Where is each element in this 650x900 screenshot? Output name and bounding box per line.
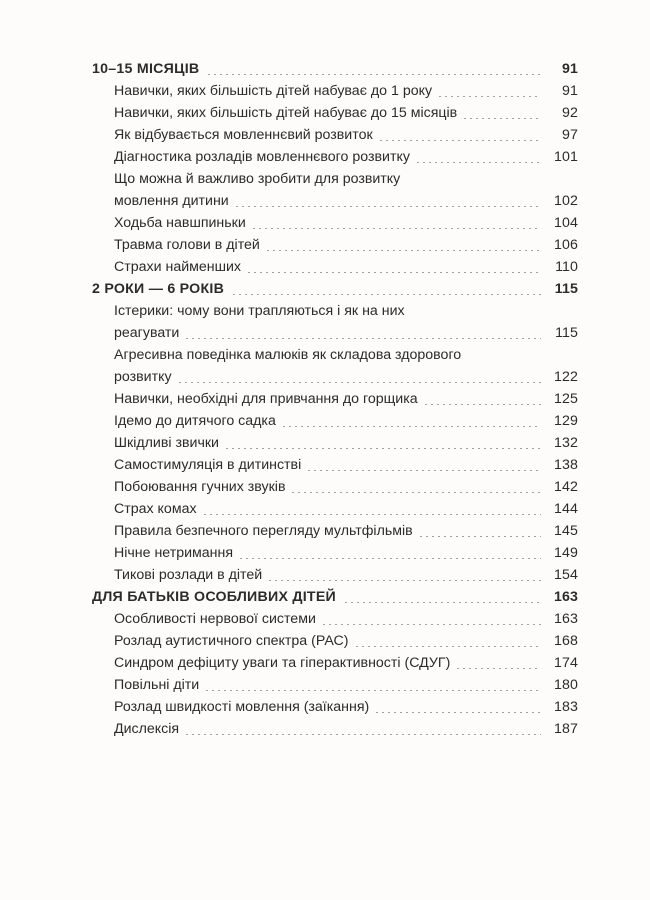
dot-leader [380,140,541,141]
page-number: 91 [562,61,578,77]
dot-leader [425,404,541,405]
page-number: 168 [554,633,578,649]
page-number: 187 [554,721,578,737]
toc-entry[interactable] [114,146,578,168]
dot-leader [345,602,541,603]
toc-entry[interactable] [114,630,578,652]
entry-title: Травма голови в дітей [114,237,260,253]
page-number: 145 [554,523,578,539]
toc-entry[interactable] [114,388,578,410]
page-number: 163 [554,611,578,627]
toc-section-heading[interactable] [92,586,578,608]
page-number: 122 [554,369,578,385]
page-number: 154 [554,567,578,583]
entry-title-line-2-row [114,322,578,344]
toc-entry[interactable] [114,498,578,520]
dot-leader [186,734,541,735]
page-number: 183 [554,699,578,715]
entry-title: Повільні діти [114,677,200,693]
entry-title: Ходьба навшпиньки [114,215,246,231]
entry-title: Розлад аутистичного спектра (РАС) [114,633,349,649]
page-number: 104 [554,215,578,231]
dot-leader [208,74,541,75]
page-number: 106 [554,237,578,253]
entry-title: 2 РОКИ — 6 РОКІВ [92,281,225,297]
page-number: 91 [562,83,578,99]
dot-leader [204,514,541,515]
entry-title: Самостимуляція в дитинстві [114,457,302,473]
dot-leader [292,492,541,493]
dot-leader [186,338,541,339]
dot-leader [233,294,541,295]
page-number: 102 [554,193,578,209]
entry-title: Як відбувається мовленнєвий розвиток [114,127,373,143]
entry-title: Синдром дефіциту уваги та гіперактивності (СДУГ) [114,655,451,671]
toc-entry-list [92,58,578,740]
toc-entry[interactable] [114,432,578,454]
page-number: 174 [554,655,578,671]
dot-leader [457,668,541,669]
dot-leader [240,558,541,559]
dot-leader [464,118,541,119]
toc-entry[interactable] [114,168,578,212]
dot-leader [206,690,541,691]
entry-title: Тикові розлади в дітей [114,567,263,583]
page-number: 144 [554,501,578,517]
toc-entry[interactable] [114,212,578,234]
entry-title: ДЛЯ БАТЬКІВ ОСОБЛИВИХ ДІТЕЙ [92,589,336,605]
entry-title: Дислексія [114,721,180,737]
page-number: 180 [554,677,578,693]
toc-entry[interactable] [114,652,578,674]
toc-entry[interactable] [114,102,578,124]
page-number: 110 [555,259,578,275]
dot-leader [417,162,541,163]
entry-title-line-2-row [114,190,578,212]
entry-title: реагувати [114,325,180,341]
toc-entry[interactable] [114,476,578,498]
dot-leader [267,250,541,251]
entry-title: розвитку [114,369,172,385]
entry-title: Побоювання гучних звуків [114,479,286,495]
entry-title: Страх комах [114,501,197,517]
entry-title: Правила безпечного перегляду мультфільмів [114,523,413,539]
dot-leader [420,536,541,537]
page-number: 92 [562,105,578,121]
dot-leader [308,470,541,471]
entry-title: Навички, необхідні для привчання до горщика [114,391,418,407]
entry-title: Навички, яких більшість дітей набуває до 1 року [114,83,433,99]
entry-title-line-1: Що можна й важливо зробити для розвитку [114,171,401,187]
toc-entry[interactable] [114,256,578,278]
page-number: 115 [555,325,578,341]
entry-title-line-1: Істерики: чому вони трапляються і як на них [114,303,405,319]
entry-title: Ідемо до дитячого садка [114,413,276,429]
toc-entry[interactable] [114,520,578,542]
entry-title: Нічне нетримання [114,545,234,561]
page-number: 163 [554,589,578,605]
dot-leader [248,272,541,273]
toc-entry[interactable] [114,674,578,696]
toc-section-heading[interactable] [92,278,578,300]
entry-title: Особливості нервової системи [114,611,316,627]
dot-leader [439,96,541,97]
dot-leader [269,580,541,581]
page-number: 142 [554,479,578,495]
page-number: 97 [562,127,578,143]
entry-title: Шкідливі звички [114,435,219,451]
toc-entry[interactable] [114,696,578,718]
toc-entry[interactable] [114,564,578,586]
toc-section-heading[interactable] [92,58,578,80]
entry-title: Розлад швидкості мовлення (заїкання) [114,699,370,715]
toc-entry[interactable] [114,410,578,432]
toc-entry[interactable] [114,608,578,630]
entry-title: Навички, яких більшість дітей набуває до 15 місяців [114,105,458,121]
entry-title: мовлення дитини [114,193,229,209]
dot-leader [236,206,541,207]
toc-entry[interactable] [114,454,578,476]
entry-title: Діагностика розладів мовленнєвого розвитку [114,149,410,165]
toc-entry[interactable] [114,344,578,388]
page-number: 129 [554,413,578,429]
entry-title: 10–15 МІСЯЦІВ [92,61,200,77]
dot-leader [376,712,541,713]
dot-leader [356,646,542,647]
dot-leader [253,228,541,229]
toc-entry[interactable] [114,718,578,740]
dot-leader [283,426,541,427]
toc-entry[interactable] [114,542,578,564]
toc-entry[interactable] [114,124,578,146]
entry-title: Страхи найменших [114,259,242,275]
page-number: 138 [554,457,578,473]
dot-leader [323,624,541,625]
page-number: 149 [554,545,578,561]
toc-entry[interactable] [114,300,578,344]
page-number: 101 [554,149,578,165]
toc-entry[interactable] [114,80,578,102]
page-number: 125 [554,391,578,407]
entry-title-line-2-row [114,366,578,388]
dot-leader [179,382,541,383]
dot-leader [226,448,541,449]
entry-title-line-1: Агресивна поведінка малюків як складова здорового [114,347,462,363]
page-number: 132 [554,435,578,451]
toc-entry[interactable] [114,234,578,256]
page-number: 115 [554,281,578,297]
